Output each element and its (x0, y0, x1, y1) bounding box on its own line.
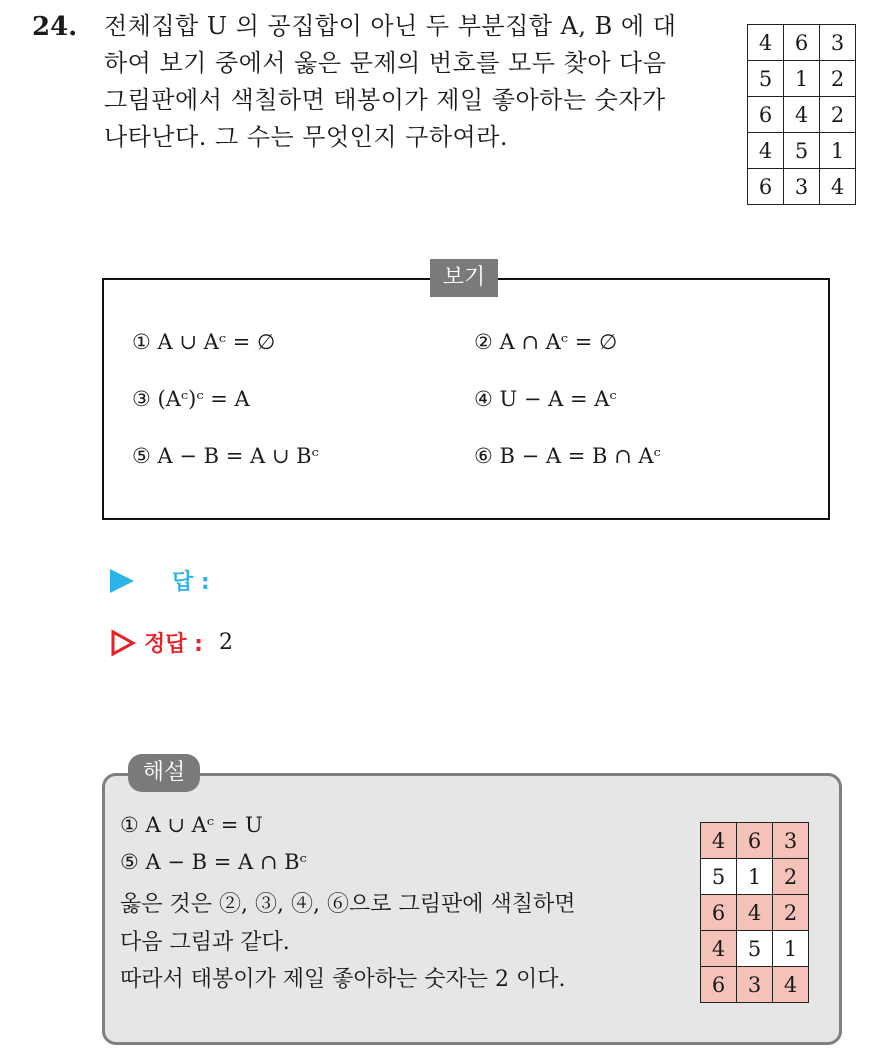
grid-cell: 3 (737, 967, 773, 1003)
question-number: 24. (32, 12, 78, 42)
grid-cell: 6 (748, 97, 784, 133)
grid-cell: 6 (701, 895, 737, 931)
grid-cell: 2 (820, 97, 856, 133)
grid-cell: 5 (748, 61, 784, 97)
play-triangle-icon (110, 569, 134, 593)
grid-cell: 2 (820, 61, 856, 97)
grid-cell: 3 (773, 823, 809, 859)
grid-cell: 2 (773, 895, 809, 931)
answer-row (110, 565, 210, 596)
explanation-title: 해설 (128, 754, 200, 792)
grid-cell: 4 (820, 169, 856, 205)
explanation-line: ① A ∪ Aᶜ = U (120, 813, 263, 837)
bogi-item-2: ② A ∩ Aᶜ = ∅ (474, 330, 618, 354)
explanation-line: ⑤ A − B = A ∩ Bᶜ (120, 850, 307, 874)
correct-answer-label: 정답 : (144, 632, 203, 657)
grid-cell: 6 (701, 967, 737, 1003)
grid-cell: 3 (784, 169, 820, 205)
grid-cell: 4 (737, 895, 773, 931)
grid-cell: 5 (737, 931, 773, 967)
grid-cell: 1 (820, 133, 856, 169)
grid-cell: 4 (748, 25, 784, 61)
question-line: 전체집합 U 의 공집합이 아닌 두 부분집합 A, B 에 대 (104, 12, 677, 40)
bogi-item-5: ⑤ A − B = A ∪ Bᶜ (132, 444, 319, 468)
grid-cell: 3 (820, 25, 856, 61)
outline-triangle-icon (110, 629, 136, 657)
grid-cell: 4 (748, 133, 784, 169)
grid-cell: 6 (737, 823, 773, 859)
grid-cell: 4 (773, 967, 809, 1003)
answer-label: 답 : (172, 570, 210, 595)
colored-number-grid (700, 822, 809, 1003)
bogi-item-1: ① A ∪ Aᶜ = ∅ (132, 330, 276, 354)
question-line: 나타난다. 그 수는 무엇인지 구하여라. (104, 123, 509, 151)
explanation-line: 따라서 태봉이가 제일 좋아하는 숫자는 2 이다. (120, 967, 566, 992)
grid-cell: 4 (701, 823, 737, 859)
explanation-line: 다음 그림과 같다. (120, 930, 290, 955)
question-text (104, 8, 714, 156)
grid-cell: 5 (784, 133, 820, 169)
grid-cell: 1 (773, 931, 809, 967)
grid-cell: 4 (784, 97, 820, 133)
correct-answer-row (110, 627, 233, 658)
bogi-item-6: ⑥ B − A = B ∩ Aᶜ (474, 444, 661, 468)
question-line: 그림판에서 색칠하면 태봉이가 제일 좋아하는 숫자가 (104, 86, 666, 114)
bogi-title: 보기 (430, 259, 498, 297)
correct-answer-value: 2 (218, 630, 233, 655)
grid-cell: 6 (748, 169, 784, 205)
number-grid (747, 24, 856, 205)
grid-cell: 1 (784, 61, 820, 97)
grid-cell: 2 (773, 859, 809, 895)
question-line: 하여 보기 중에서 옳은 문제의 번호를 모두 찾아 다음 (104, 49, 667, 77)
grid-cell: 5 (701, 859, 737, 895)
explanation-line: 옳은 것은 ②, ③, ④, ⑥으로 그림판에 색칠하면 (120, 892, 576, 917)
grid-cell: 6 (784, 25, 820, 61)
bogi-item-3: ③ (Aᶜ)ᶜ = A (132, 387, 250, 411)
grid-cell: 1 (737, 859, 773, 895)
grid-cell: 4 (701, 931, 737, 967)
bogi-item-4: ④ U − A = Aᶜ (474, 387, 617, 411)
